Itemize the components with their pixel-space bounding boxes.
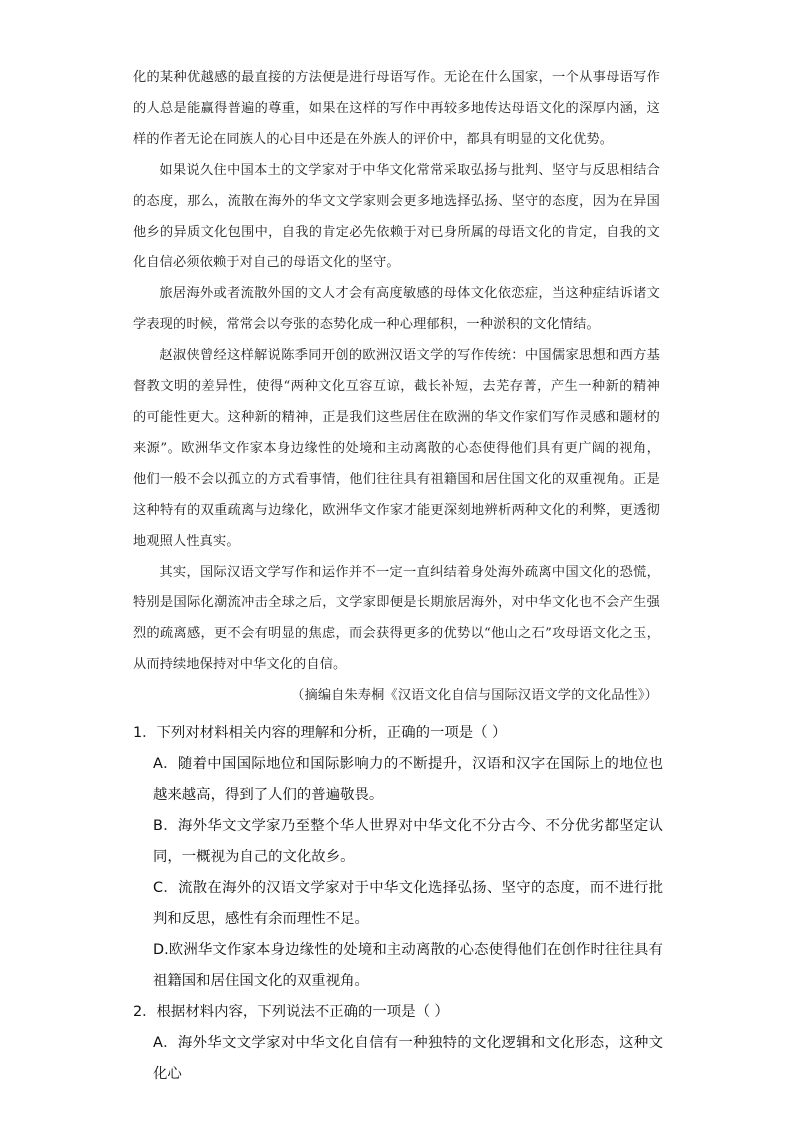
question-item <box>133 718 663 997</box>
passage-paragraph: 旅居海外或者流散外国的文人才会有高度敏感的母体文化依恋症，当这种症结诉诸文学表现的时候，常常会以夸张的态势化成一种心理郁积，一种淤积的文化情结。 <box>133 286 660 333</box>
question-list <box>133 718 663 1090</box>
question-stem: 2．根据材料内容，下列说法不正确的一项是（ ） <box>133 1004 449 1020</box>
passage-paragraph: 如果说久住中国本土的文学家对于中华文化常常采取弘扬与批判、坚守与反思相结合的态度，那么，流散在海外的华文文学家则会更多地选择弘扬、坚守的态度，因为在异国他乡的异质文化包围中，自我的肯定必先依赖于对已身所属的母语文化的肯定，自我的文化自信必须依赖于对自己的母语文化的坚守。 <box>133 162 660 271</box>
passage-paragraph: 其实，国际汉语文学写作和运作并不一定一直纠结着身处海外疏离中国文化的恐慌，特别是国际化潮流冲击全球之后，文学家即便是长期旅居海外，对中华文化也不会产生强烈的疏离感，更不会有明显的焦虑，而会获得更多的优势以“他山之石”攻母语文化之玉，从而持续地保持对中华文化的自信。 <box>133 564 660 673</box>
answer-option-a[interactable]: A．海外华文文学家对中华文化自信有一种独特的文化逻辑和文化形态，这种文化心 <box>153 1035 663 1082</box>
answer-option-a[interactable]: A．随着中国国际地位和国际影响力的不断提升，汉语和汉字在国际上的地位也越来越高，得到了人们的普遍敬畏。 <box>153 756 663 803</box>
answer-option-b[interactable]: B．海外华文文学家乃至整个华人世界对中华文化不分古今、不分优劣都坚定认同，一概视为自己的文化故乡。 <box>153 818 663 865</box>
question-stem: 1．下列对材料相关内容的理解和分析，正确的一项是（ ） <box>133 725 507 741</box>
question-item <box>133 997 663 1090</box>
reading-passage <box>133 63 660 712</box>
passage-source: （摘编自朱寿桐《汉语文化自信与国际汉语文学的文化品性》） <box>291 688 658 704</box>
passage-paragraph: 赵淑侠曾经这样解说陈季同开创的欧洲汉语文学的写作传统：中国儒家思想和西方基督教文明的差异性，使得“两种文化互容互谅，截长补短，去芜存菁，产生一种新的精神的可能性更大。这种新的精神，正是我们这些居住在欧洲的华文作家们写作灵感和题材的来源”。欧洲华文作家本身边缘性的处境和主动离散的心态使得他们具有更广阔的视角，他们一般不会以孤立的方式看事情，他们往往具有祖籍国和居住国文化的双重视角。正是这种特有的双重疏离与边缘化，欧洲华文作家才能更深刻地辨析两种文化的利弊，更透彻地观照人性真实。 <box>133 348 660 549</box>
passage-paragraph: 化的某种优越感的最直接的方法便是进行母语写作。无论在什么国家，一个从事母语写作的人总是能赢得普遍的尊重，如果在这样的写作中再较多地传达母语文化的深厚内涵，这样的作者无论在同族人的心目中还是在外族人的评价中，都具有明显的文化优势。 <box>133 70 660 147</box>
answer-option-c[interactable]: C．流散在海外的汉语文学家对于中华文化选择弘扬、坚守的态度，而不进行批判和反思，感性有余而理性不足。 <box>153 880 663 927</box>
answer-option-d[interactable]: D.欧洲华文作家本身边缘性的处境和主动离散的心态使得他们在创作时往往具有祖籍国和居住国文化的双重视角。 <box>153 942 663 989</box>
